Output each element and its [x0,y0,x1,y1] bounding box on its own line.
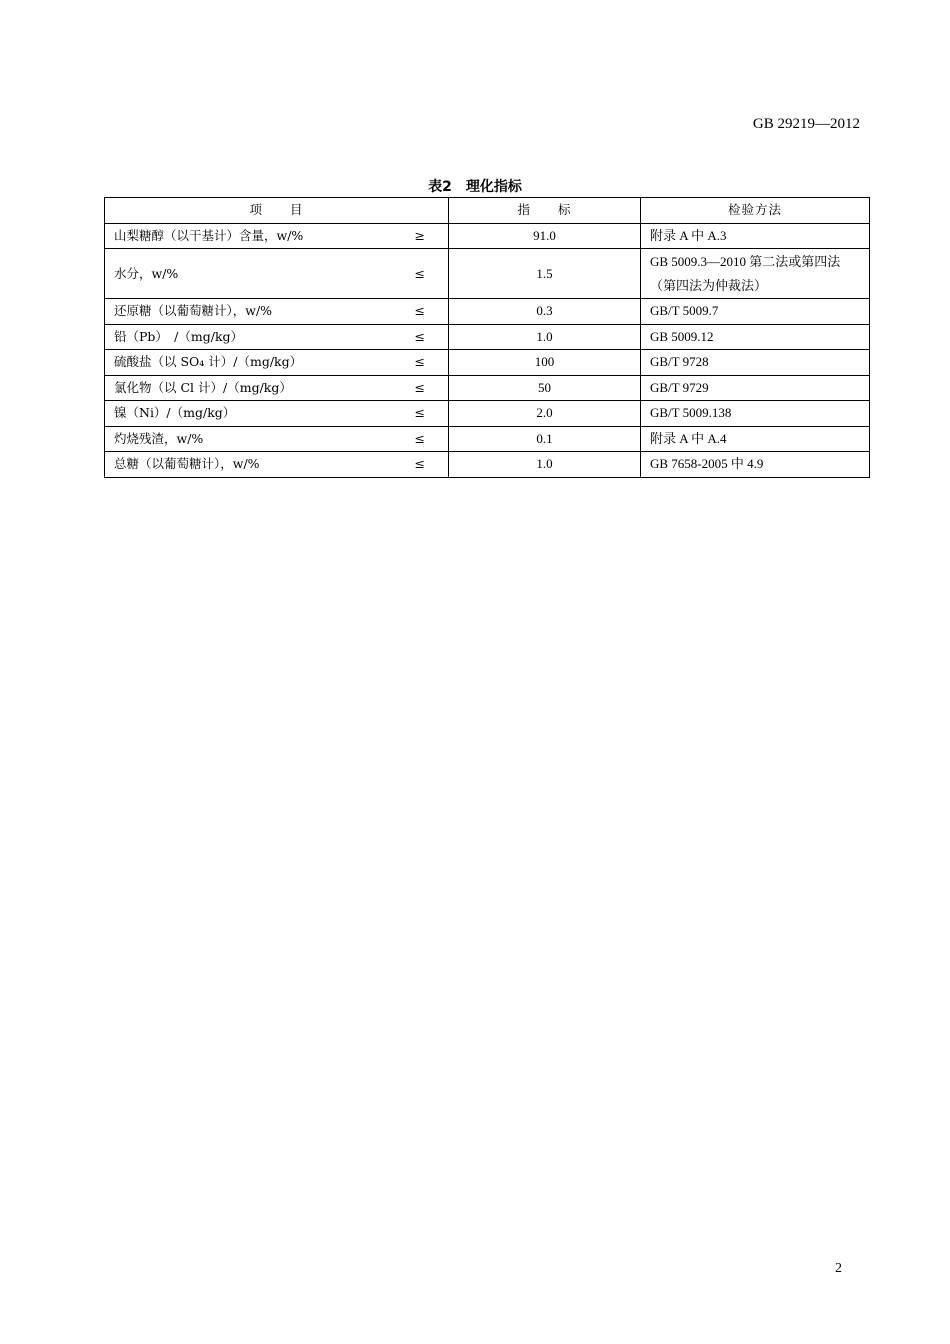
column-header-index: 指 标 [449,198,641,224]
table-row [105,426,870,452]
item-cell [105,350,449,376]
comparison-symbol: ≤ [414,430,425,446]
item-name: 铅（Pb） /（mg/kg） [114,328,244,344]
table-row [105,249,870,299]
table-row [105,375,870,401]
method-line-1: GB 5009.3—2010 第二法或第四法 [650,253,841,269]
comparison-symbol: ≥ [414,227,425,243]
value-cell: 91.0 [449,223,641,249]
item-cell [105,426,449,452]
item-cell [105,299,449,325]
comparison-symbol: ≤ [414,379,425,395]
method-cell [641,249,870,299]
column-header-method: 检验方法 [641,198,870,224]
value-cell: 0.3 [449,299,641,325]
method-cell: GB 7658-2005 中 4.9 [641,452,870,478]
item-cell [105,249,449,299]
table-row [105,452,870,478]
table-row [105,223,870,249]
item-cell [105,223,449,249]
method-cell: GB 5009.12 [641,324,870,350]
value-cell: 100 [449,350,641,376]
column-header-item: 项 目 [105,198,449,224]
comparison-symbol: ≤ [414,354,425,370]
value-cell: 1.0 [449,452,641,478]
item-name: 镍（Ni）/（mg/kg） [114,405,236,421]
item-cell [105,375,449,401]
comparison-symbol: ≤ [414,328,425,344]
method-cell: GB/T 5009.7 [641,299,870,325]
comparison-symbol: ≤ [414,405,425,421]
table-row [105,401,870,427]
comparison-symbol: ≤ [414,303,425,319]
method-cell: GB/T 5009.138 [641,401,870,427]
item-name: 硫酸盐（以 SO₄ 计）/（mg/kg） [114,354,303,370]
value-cell: 2.0 [449,401,641,427]
method-line-2: （第四法为仲裁法） [650,277,768,293]
value-cell: 1.5 [449,249,641,299]
method-cell: 附录 A 中 A.4 [641,426,870,452]
item-name: 还原糖（以葡萄糖计），w/% [114,303,273,319]
standard-code: GB 29219—2012 [752,116,860,132]
item-name: 水分，w/% [114,265,179,281]
table-row [105,324,870,350]
table-row [105,350,870,376]
comparison-symbol: ≤ [414,265,425,281]
item-name: 山梨糖醇（以干基计）含量，w/% [114,227,304,243]
value-cell: 0.1 [449,426,641,452]
item-name: 灼烧残渣，w/% [114,430,204,446]
method-cell: GB/T 9729 [641,375,870,401]
item-cell [105,324,449,350]
method-cell: 附录 A 中 A.3 [641,223,870,249]
item-cell [105,452,449,478]
item-cell [105,401,449,427]
item-name: 总糖（以葡萄糖计），w/% [114,456,260,472]
value-cell: 1.0 [449,324,641,350]
physicochemical-spec-table [104,197,870,478]
table-header-row [105,198,870,224]
comparison-symbol: ≤ [414,456,425,472]
method-cell: GB/T 9728 [641,350,870,376]
value-cell: 50 [449,375,641,401]
table-row [105,299,870,325]
table-caption: 表2 理化指标 [428,179,522,195]
page-number: 2 [835,1261,842,1276]
item-name: 氯化物（以 Cl 计）/（mg/kg） [114,379,292,395]
